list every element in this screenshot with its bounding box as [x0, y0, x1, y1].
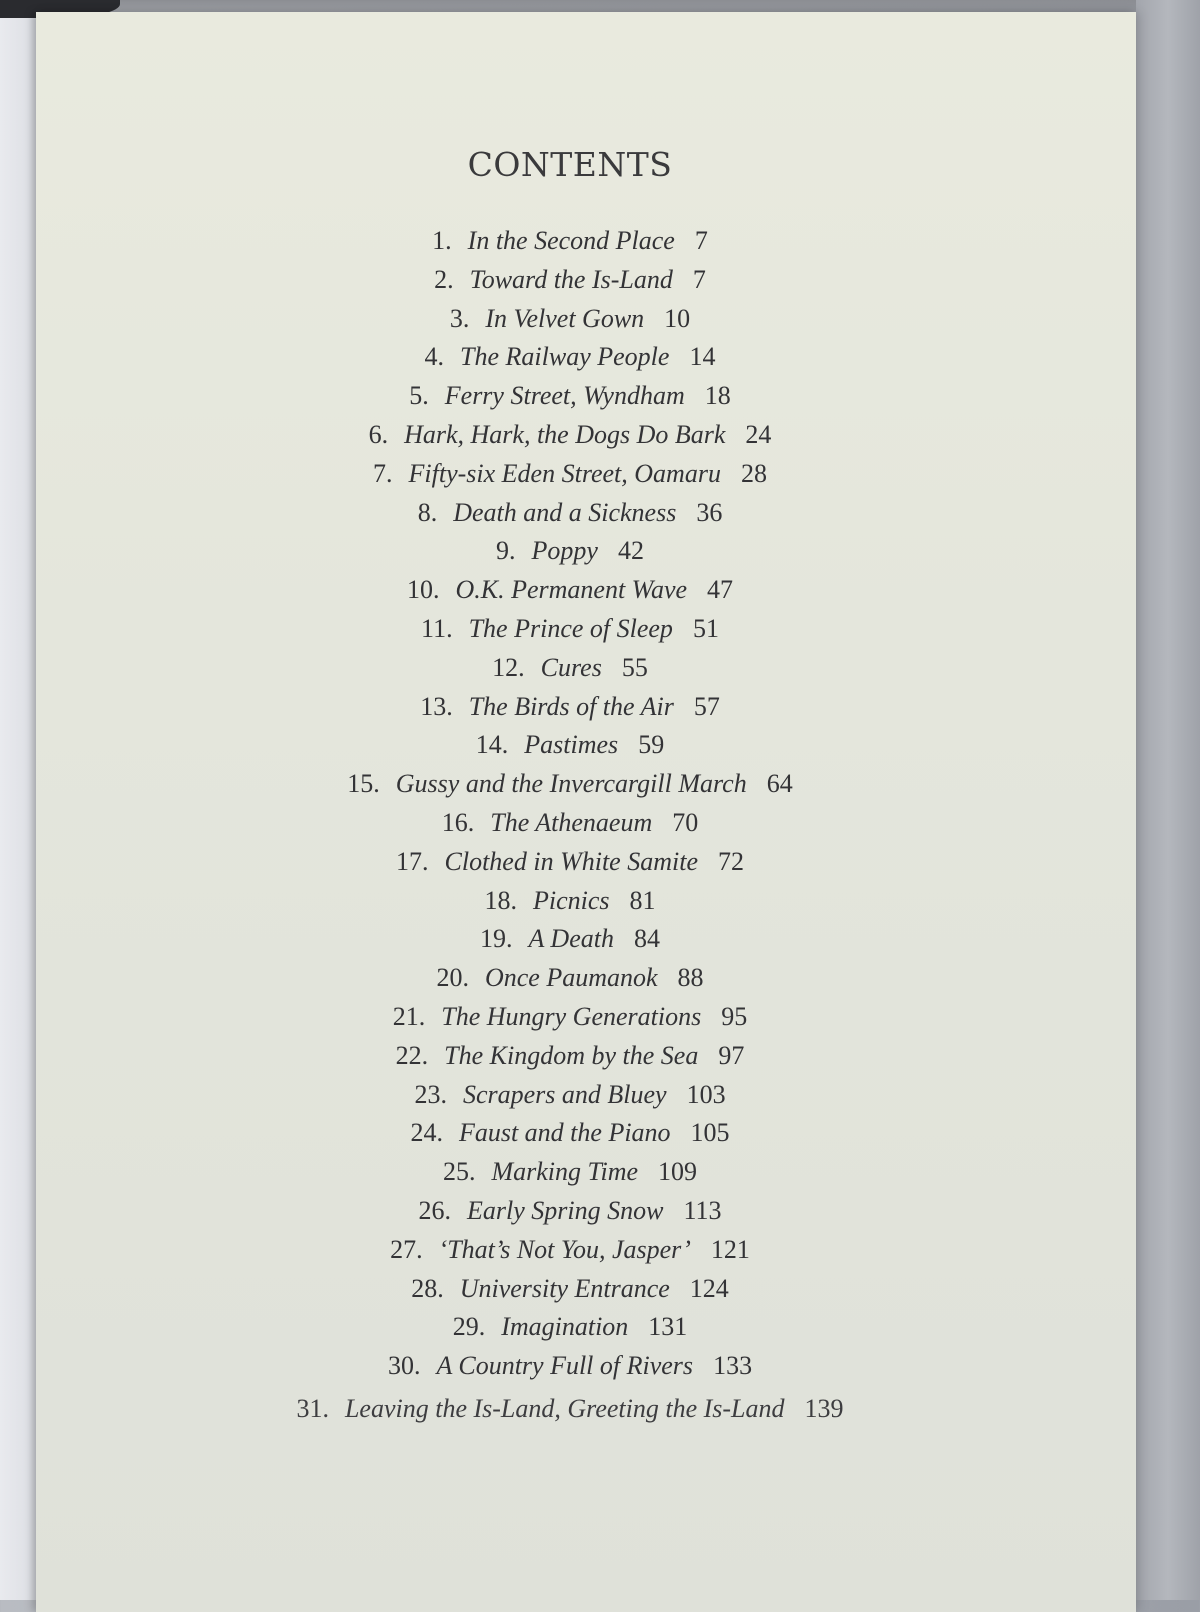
page-number: 28 — [740, 458, 767, 488]
toc-entry — [0, 1037, 1140, 1076]
toc-entry — [0, 416, 1140, 455]
toc-entry — [0, 804, 1140, 843]
toc-entry — [0, 726, 1140, 765]
chapter-title: Once Paumanok — [484, 963, 658, 993]
page-number: 47 — [707, 575, 734, 605]
toc-entry — [0, 920, 1140, 959]
chapter-title: Pastimes — [524, 730, 619, 760]
page-number: 51 — [692, 613, 719, 643]
toc-entry — [0, 261, 1140, 300]
page-number: 57 — [693, 691, 720, 721]
toc-entry — [0, 1231, 1140, 1270]
toc-entry — [0, 998, 1140, 1037]
page-number: 7 — [692, 264, 706, 294]
chapter-title: O.K. Permanent Wave — [455, 575, 688, 605]
chapter-title: Marking Time — [491, 1157, 639, 1187]
page-number: 109 — [658, 1157, 698, 1187]
chapter-number: 13. — [420, 691, 453, 721]
chapter-number: 21. — [392, 1001, 426, 1031]
chapter-number: 20. — [436, 963, 469, 993]
toc-entry — [0, 688, 1140, 727]
chapter-number: 25. — [442, 1157, 476, 1187]
chapter-title: Leaving the Is-Land, Greeting the Is-Land — [344, 1393, 785, 1423]
page-number: 88 — [677, 963, 704, 993]
chapter-title: Fifty-six Eden Street, Oamaru — [408, 458, 721, 488]
chapter-title: The Hungry Generations — [441, 1001, 702, 1031]
toc-entry — [0, 338, 1140, 377]
chapter-title: Clothed in White Samite — [444, 846, 698, 876]
chapter-title: Cures — [540, 652, 602, 682]
page-number: 42 — [617, 536, 644, 566]
chapter-title: The Prince of Sleep — [468, 613, 673, 643]
page-number: 133 — [713, 1351, 753, 1381]
chapter-title: A Country Full of Rivers — [436, 1351, 694, 1381]
page-number: 131 — [648, 1312, 688, 1342]
chapter-number: 11. — [421, 613, 453, 643]
toc-entry — [0, 765, 1140, 804]
chapter-number: 18. — [484, 885, 517, 915]
page-number: 105 — [690, 1118, 730, 1148]
chapter-number: 8. — [417, 497, 438, 527]
page-number: 24 — [745, 419, 772, 449]
page-number: 97 — [718, 1040, 745, 1070]
chapter-number: 1. — [432, 226, 452, 255]
toc-entry — [0, 1153, 1140, 1192]
page-number: 121 — [710, 1234, 750, 1264]
chapter-number: 23. — [414, 1079, 447, 1109]
page-number: 70 — [672, 807, 699, 837]
chapter-number: 29. — [452, 1312, 486, 1342]
chapter-title: A Death — [528, 924, 614, 954]
toc-entry — [0, 494, 1140, 533]
chapter-number: 14. — [475, 730, 509, 760]
chapter-number: 28. — [411, 1273, 444, 1303]
chapter-title: Gussy and the Invercargill March — [395, 769, 747, 799]
toc-entry — [0, 1390, 1140, 1429]
page-number: 95 — [721, 1001, 748, 1031]
toc-entry — [0, 610, 1140, 649]
chapter-number: 7. — [373, 458, 393, 488]
toc-entry — [0, 1308, 1140, 1347]
chapter-title: The Athenaeum — [490, 807, 653, 837]
chapter-title: Imagination — [501, 1312, 629, 1342]
page-number: 55 — [621, 652, 648, 682]
toc-entry — [0, 455, 1140, 494]
chapter-number: 10. — [406, 575, 440, 605]
chapter-number: 26. — [418, 1195, 451, 1225]
toc-entry — [0, 882, 1140, 921]
toc-entry — [0, 1076, 1140, 1115]
page-number: 84 — [633, 924, 660, 954]
page-number: 14 — [689, 342, 716, 372]
page-number: 64 — [766, 769, 793, 799]
background-surface — [1136, 0, 1200, 1600]
chapter-number: 16. — [441, 807, 475, 837]
chapter-title: The Railway People — [460, 342, 670, 372]
chapter-number: 5. — [409, 381, 429, 411]
page-number: 81 — [629, 885, 656, 915]
chapter-title: Early Spring Snow — [467, 1195, 664, 1225]
toc-entry — [0, 1114, 1140, 1153]
chapter-title: In Velvet Gown — [485, 303, 645, 333]
chapter-title: In the Second Place — [467, 226, 675, 255]
chapter-number: 27. — [390, 1234, 423, 1264]
page-number: 72 — [717, 846, 744, 876]
chapter-number: 15. — [347, 769, 380, 799]
page-number: 59 — [638, 730, 665, 760]
chapter-number: 22. — [395, 1040, 429, 1070]
chapter-title: Toward the Is-Land — [469, 264, 673, 294]
chapter-title: Death and a Sickness — [453, 497, 677, 527]
page-number: 18 — [704, 381, 731, 411]
chapter-number: 9. — [496, 536, 516, 566]
chapter-number: 12. — [492, 652, 525, 682]
chapter-number: 6. — [368, 419, 389, 449]
toc-entry — [0, 1270, 1140, 1309]
chapter-number: 3. — [449, 303, 470, 333]
chapter-number: 31. — [296, 1393, 329, 1423]
page-title: CONTENTS — [467, 145, 673, 184]
chapter-title: The Kingdom by the Sea — [444, 1040, 699, 1070]
toc-entry — [0, 843, 1140, 882]
toc-entry — [0, 959, 1140, 998]
chapter-number: 2. — [434, 264, 454, 294]
chapter-number: 4. — [424, 342, 445, 372]
toc-entry — [0, 1192, 1140, 1231]
chapter-title: Hark, Hark, the Dogs Do Bark — [404, 419, 726, 449]
page-number: 103 — [686, 1079, 726, 1109]
chapter-number: 17. — [396, 846, 429, 876]
toc-entry — [0, 1347, 1140, 1386]
toc-entry — [0, 532, 1140, 571]
toc-entry — [0, 571, 1140, 610]
toc-entry — [0, 300, 1140, 339]
page-number: 113 — [683, 1195, 722, 1225]
toc-entry — [0, 377, 1140, 416]
toc-entry — [0, 222, 1140, 261]
table-of-contents — [0, 222, 1140, 1429]
chapter-title: ‘That’s Not You, Jasper’ — [438, 1234, 691, 1264]
page-number: 7 — [694, 226, 708, 255]
chapter-number: 19. — [480, 924, 513, 954]
chapter-title: Ferry Street, Wyndham — [444, 381, 685, 411]
chapter-title: The Birds of the Air — [468, 691, 674, 721]
page-number: 36 — [696, 497, 723, 527]
page-number: 124 — [689, 1273, 729, 1303]
chapter-number: 24. — [410, 1118, 443, 1148]
chapter-number: 30. — [387, 1351, 421, 1381]
toc-entry — [0, 649, 1140, 688]
chapter-title: Poppy — [531, 536, 598, 566]
page-number: 139 — [804, 1393, 844, 1423]
chapter-title: Picnics — [532, 885, 610, 915]
chapter-title: University Entrance — [459, 1273, 670, 1303]
page-number: 10 — [664, 303, 691, 333]
chapter-title: Faust and the Piano — [458, 1118, 671, 1148]
chapter-title: Scrapers and Bluey — [462, 1079, 667, 1109]
